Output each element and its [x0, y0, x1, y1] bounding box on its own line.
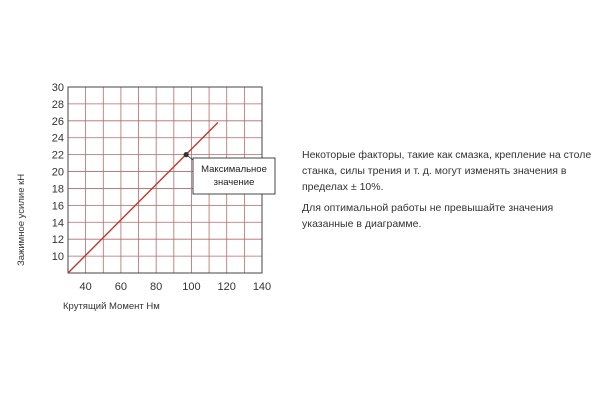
y-tick-label: 16 — [51, 200, 64, 213]
y-tick-label: 12 — [51, 234, 64, 247]
x-tick-label: 140 — [252, 281, 272, 293]
y-tick-label: 26 — [51, 115, 64, 128]
series-layer — [68, 123, 218, 273]
y-tick-label: 24 — [51, 132, 64, 145]
x-tick-label: 60 — [114, 281, 128, 293]
x-axis-title: Крутящий Момент Нм — [63, 301, 160, 312]
note-paragraph-2: Для оптимальной работы не превышайте значения указанные в диаграмме. — [302, 202, 554, 230]
note-paragraph-1: Некоторые факторы, такие как смазка, крепление на столе станка, силы трения и т. д. могут изменять значения в пределах ± 10%. — [302, 149, 592, 193]
callout-label: значение — [213, 177, 255, 188]
y-axis-title: Зажимное усилие кН — [16, 173, 27, 266]
y-tick-label: 18 — [51, 183, 64, 196]
series-line — [68, 123, 218, 273]
y-tick-label: 22 — [51, 149, 64, 162]
x-tick-label: 120 — [217, 281, 236, 293]
y-tick-label: 14 — [51, 217, 64, 230]
x-tick-label: 80 — [150, 281, 163, 293]
x-tick-label: 40 — [79, 281, 92, 293]
y-tick-label: 10 — [51, 251, 64, 264]
y-tick-label: 28 — [51, 98, 64, 111]
max-value-marker — [184, 152, 189, 157]
callout-label: Максимальное — [201, 164, 267, 175]
y-tick-label: 30 — [51, 82, 64, 94]
y-tick-label: 20 — [51, 166, 64, 179]
x-tick-label: 100 — [182, 281, 201, 293]
annotation — [184, 152, 275, 194]
